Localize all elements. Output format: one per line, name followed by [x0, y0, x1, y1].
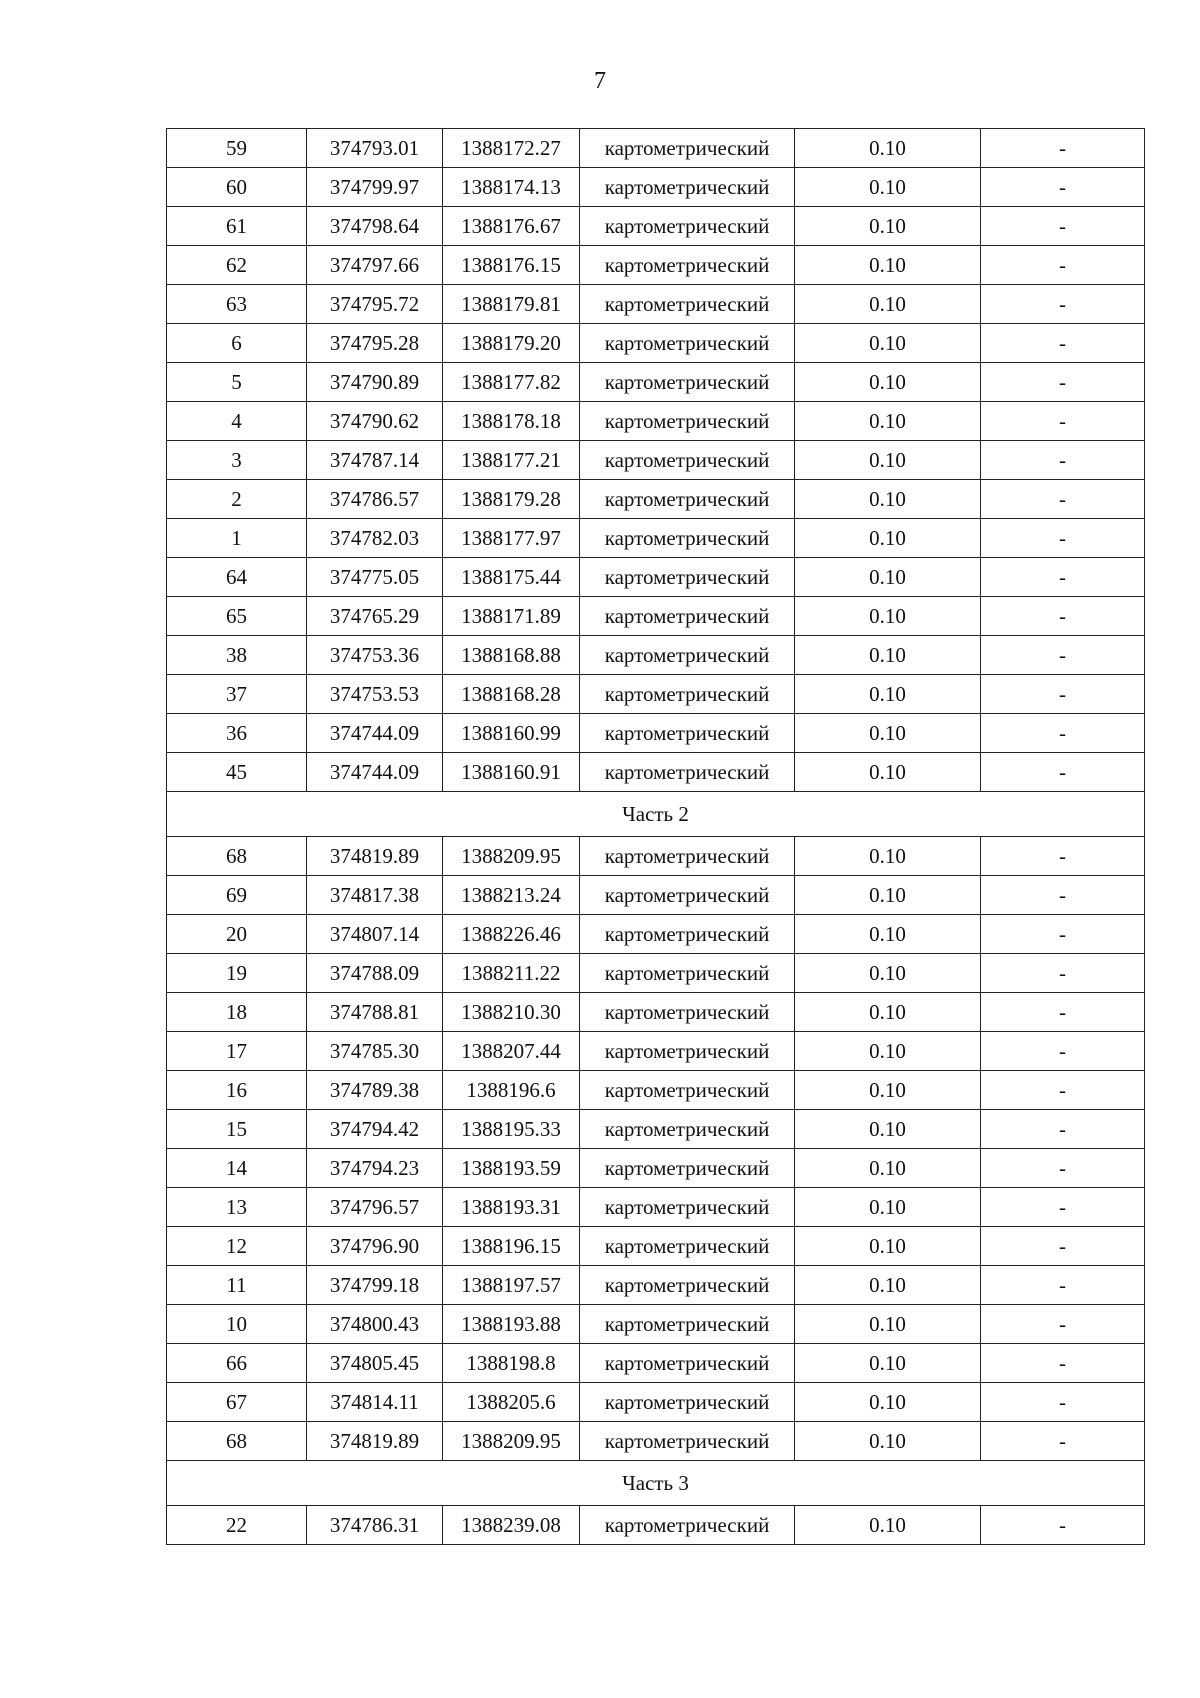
table-row: [167, 1071, 1145, 1110]
table-row: [167, 954, 1145, 993]
accuracy-cell: 0.10: [795, 324, 981, 363]
accuracy-cell: 0.10: [795, 1266, 981, 1305]
description-cell: -: [981, 915, 1145, 954]
table-row: [167, 1383, 1145, 1422]
description-cell: -: [981, 246, 1145, 285]
x-coordinate-cell: 374795.72: [307, 285, 443, 324]
method-cell: картометрический: [580, 1110, 795, 1149]
description-cell: -: [981, 207, 1145, 246]
x-coordinate-cell: 374786.31: [307, 1506, 443, 1545]
point-number-cell: 62: [167, 246, 307, 285]
method-cell: картометрический: [580, 324, 795, 363]
y-coordinate-cell: 1388226.46: [443, 915, 580, 954]
x-coordinate-cell: 374798.64: [307, 207, 443, 246]
method-cell: картометрический: [580, 837, 795, 876]
method-cell: картометрический: [580, 597, 795, 636]
y-coordinate-cell: 1388175.44: [443, 558, 580, 597]
description-cell: -: [981, 1032, 1145, 1071]
method-cell: картометрический: [580, 207, 795, 246]
x-coordinate-cell: 374790.89: [307, 363, 443, 402]
x-coordinate-cell: 374796.57: [307, 1188, 443, 1227]
method-cell: картометрический: [580, 954, 795, 993]
method-cell: картометрический: [580, 402, 795, 441]
table-row: [167, 441, 1145, 480]
point-number-cell: 14: [167, 1149, 307, 1188]
table-row: [167, 285, 1145, 324]
x-coordinate-cell: 374786.57: [307, 480, 443, 519]
point-number-cell: 17: [167, 1032, 307, 1071]
y-coordinate-cell: 1388176.67: [443, 207, 580, 246]
x-coordinate-cell: 374814.11: [307, 1383, 443, 1422]
method-cell: картометрический: [580, 1227, 795, 1266]
x-coordinate-cell: 374795.28: [307, 324, 443, 363]
x-coordinate-cell: 374799.18: [307, 1266, 443, 1305]
y-coordinate-cell: 1388211.22: [443, 954, 580, 993]
point-number-cell: 1: [167, 519, 307, 558]
accuracy-cell: 0.10: [795, 519, 981, 558]
description-cell: -: [981, 837, 1145, 876]
y-coordinate-cell: 1388196.6: [443, 1071, 580, 1110]
x-coordinate-cell: 374788.81: [307, 993, 443, 1032]
point-number-cell: 12: [167, 1227, 307, 1266]
point-number-cell: 67: [167, 1383, 307, 1422]
description-cell: -: [981, 1344, 1145, 1383]
table-row: [167, 915, 1145, 954]
accuracy-cell: 0.10: [795, 1506, 981, 1545]
y-coordinate-cell: 1388177.97: [443, 519, 580, 558]
table-row: [167, 837, 1145, 876]
accuracy-cell: 0.10: [795, 129, 981, 168]
y-coordinate-cell: 1388168.28: [443, 675, 580, 714]
accuracy-cell: 0.10: [795, 636, 981, 675]
description-cell: -: [981, 1383, 1145, 1422]
y-coordinate-cell: 1388207.44: [443, 1032, 580, 1071]
accuracy-cell: 0.10: [795, 1422, 981, 1461]
x-coordinate-cell: 374819.89: [307, 1422, 443, 1461]
table-row: [167, 876, 1145, 915]
description-cell: -: [981, 1506, 1145, 1545]
accuracy-cell: 0.10: [795, 558, 981, 597]
accuracy-cell: 0.10: [795, 993, 981, 1032]
table-row: [167, 1227, 1145, 1266]
method-cell: картометрический: [580, 1506, 795, 1545]
y-coordinate-cell: 1388160.99: [443, 714, 580, 753]
table-row: [167, 1422, 1145, 1461]
y-coordinate-cell: 1388160.91: [443, 753, 580, 792]
accuracy-cell: 0.10: [795, 1110, 981, 1149]
accuracy-cell: 0.10: [795, 1383, 981, 1422]
y-coordinate-cell: 1388198.8: [443, 1344, 580, 1383]
accuracy-cell: 0.10: [795, 1227, 981, 1266]
accuracy-cell: 0.10: [795, 363, 981, 402]
description-cell: -: [981, 1110, 1145, 1149]
method-cell: картометрический: [580, 246, 795, 285]
method-cell: картометрический: [580, 1422, 795, 1461]
x-coordinate-cell: 374744.09: [307, 714, 443, 753]
table-row: [167, 1188, 1145, 1227]
point-number-cell: 59: [167, 129, 307, 168]
section-title: Часть 2: [167, 792, 1145, 837]
x-coordinate-cell: 374794.23: [307, 1149, 443, 1188]
table-row: [167, 558, 1145, 597]
table-row: [167, 168, 1145, 207]
method-cell: картометрический: [580, 480, 795, 519]
accuracy-cell: 0.10: [795, 402, 981, 441]
x-coordinate-cell: 374753.36: [307, 636, 443, 675]
description-cell: -: [981, 1227, 1145, 1266]
description-cell: -: [981, 1071, 1145, 1110]
table-row: [167, 402, 1145, 441]
description-cell: -: [981, 993, 1145, 1032]
description-cell: -: [981, 285, 1145, 324]
table-row: [167, 207, 1145, 246]
x-coordinate-cell: 374793.01: [307, 129, 443, 168]
method-cell: картометрический: [580, 519, 795, 558]
section-header-row: [167, 1461, 1145, 1506]
description-cell: -: [981, 714, 1145, 753]
accuracy-cell: 0.10: [795, 168, 981, 207]
x-coordinate-cell: 374819.89: [307, 837, 443, 876]
point-number-cell: 61: [167, 207, 307, 246]
method-cell: картометрический: [580, 1188, 795, 1227]
table-row: [167, 1149, 1145, 1188]
y-coordinate-cell: 1388193.59: [443, 1149, 580, 1188]
description-cell: -: [981, 1266, 1145, 1305]
point-number-cell: 63: [167, 285, 307, 324]
description-cell: -: [981, 1305, 1145, 1344]
method-cell: картометрический: [580, 915, 795, 954]
method-cell: картометрический: [580, 675, 795, 714]
accuracy-cell: 0.10: [795, 714, 981, 753]
description-cell: -: [981, 636, 1145, 675]
y-coordinate-cell: 1388193.31: [443, 1188, 580, 1227]
x-coordinate-cell: 374800.43: [307, 1305, 443, 1344]
point-number-cell: 22: [167, 1506, 307, 1545]
accuracy-cell: 0.10: [795, 1344, 981, 1383]
section-title: Часть 3: [167, 1461, 1145, 1506]
accuracy-cell: 0.10: [795, 876, 981, 915]
section-header-row: [167, 792, 1145, 837]
description-cell: -: [981, 558, 1145, 597]
accuracy-cell: 0.10: [795, 954, 981, 993]
point-number-cell: 69: [167, 876, 307, 915]
x-coordinate-cell: 374785.30: [307, 1032, 443, 1071]
point-number-cell: 10: [167, 1305, 307, 1344]
y-coordinate-cell: 1388172.27: [443, 129, 580, 168]
point-number-cell: 18: [167, 993, 307, 1032]
table-row: [167, 636, 1145, 675]
table-row: [167, 1344, 1145, 1383]
table-row: [167, 993, 1145, 1032]
y-coordinate-cell: 1388179.81: [443, 285, 580, 324]
y-coordinate-cell: 1388177.21: [443, 441, 580, 480]
point-number-cell: 68: [167, 837, 307, 876]
method-cell: картометрический: [580, 1305, 795, 1344]
y-coordinate-cell: 1388174.13: [443, 168, 580, 207]
x-coordinate-cell: 374794.42: [307, 1110, 443, 1149]
accuracy-cell: 0.10: [795, 1188, 981, 1227]
x-coordinate-cell: 374788.09: [307, 954, 443, 993]
method-cell: картометрический: [580, 129, 795, 168]
x-coordinate-cell: 374782.03: [307, 519, 443, 558]
coordinates-table-body: [167, 129, 1145, 1545]
method-cell: картометрический: [580, 1071, 795, 1110]
y-coordinate-cell: 1388179.28: [443, 480, 580, 519]
accuracy-cell: 0.10: [795, 285, 981, 324]
description-cell: -: [981, 402, 1145, 441]
accuracy-cell: 0.10: [795, 675, 981, 714]
point-number-cell: 45: [167, 753, 307, 792]
method-cell: картометрический: [580, 168, 795, 207]
y-coordinate-cell: 1388193.88: [443, 1305, 580, 1344]
y-coordinate-cell: 1388176.15: [443, 246, 580, 285]
point-number-cell: 3: [167, 441, 307, 480]
table-row: [167, 324, 1145, 363]
coordinates-table: [166, 128, 1145, 1545]
table-row: [167, 1110, 1145, 1149]
method-cell: картометрический: [580, 1266, 795, 1305]
x-coordinate-cell: 374753.53: [307, 675, 443, 714]
point-number-cell: 11: [167, 1266, 307, 1305]
accuracy-cell: 0.10: [795, 1305, 981, 1344]
table-row: [167, 129, 1145, 168]
accuracy-cell: 0.10: [795, 1071, 981, 1110]
point-number-cell: 13: [167, 1188, 307, 1227]
x-coordinate-cell: 374790.62: [307, 402, 443, 441]
point-number-cell: 66: [167, 1344, 307, 1383]
method-cell: картометрический: [580, 1344, 795, 1383]
method-cell: картометрический: [580, 441, 795, 480]
y-coordinate-cell: 1388178.18: [443, 402, 580, 441]
x-coordinate-cell: 374765.29: [307, 597, 443, 636]
y-coordinate-cell: 1388213.24: [443, 876, 580, 915]
point-number-cell: 37: [167, 675, 307, 714]
accuracy-cell: 0.10: [795, 915, 981, 954]
description-cell: -: [981, 168, 1145, 207]
y-coordinate-cell: 1388196.15: [443, 1227, 580, 1266]
description-cell: -: [981, 441, 1145, 480]
y-coordinate-cell: 1388168.88: [443, 636, 580, 675]
method-cell: картометрический: [580, 636, 795, 675]
table-row: [167, 363, 1145, 402]
point-number-cell: 64: [167, 558, 307, 597]
y-coordinate-cell: 1388205.6: [443, 1383, 580, 1422]
point-number-cell: 4: [167, 402, 307, 441]
point-number-cell: 2: [167, 480, 307, 519]
table-row: [167, 519, 1145, 558]
y-coordinate-cell: 1388210.30: [443, 993, 580, 1032]
point-number-cell: 6: [167, 324, 307, 363]
accuracy-cell: 0.10: [795, 1149, 981, 1188]
table-row: [167, 1266, 1145, 1305]
description-cell: -: [981, 1422, 1145, 1461]
description-cell: -: [981, 753, 1145, 792]
method-cell: картометрический: [580, 714, 795, 753]
accuracy-cell: 0.10: [795, 207, 981, 246]
method-cell: картометрический: [580, 753, 795, 792]
x-coordinate-cell: 374799.97: [307, 168, 443, 207]
description-cell: -: [981, 519, 1145, 558]
accuracy-cell: 0.10: [795, 753, 981, 792]
description-cell: -: [981, 363, 1145, 402]
table-row: [167, 753, 1145, 792]
accuracy-cell: 0.10: [795, 837, 981, 876]
method-cell: картометрический: [580, 1032, 795, 1071]
accuracy-cell: 0.10: [795, 246, 981, 285]
x-coordinate-cell: 374817.38: [307, 876, 443, 915]
table-row: [167, 1032, 1145, 1071]
y-coordinate-cell: 1388209.95: [443, 1422, 580, 1461]
y-coordinate-cell: 1388197.57: [443, 1266, 580, 1305]
description-cell: -: [981, 129, 1145, 168]
table-row: [167, 714, 1145, 753]
table-row: [167, 246, 1145, 285]
point-number-cell: 19: [167, 954, 307, 993]
method-cell: картометрический: [580, 558, 795, 597]
x-coordinate-cell: 374796.90: [307, 1227, 443, 1266]
method-cell: картометрический: [580, 876, 795, 915]
table-row: [167, 675, 1145, 714]
y-coordinate-cell: 1388179.20: [443, 324, 580, 363]
description-cell: -: [981, 675, 1145, 714]
table-row: [167, 480, 1145, 519]
y-coordinate-cell: 1388239.08: [443, 1506, 580, 1545]
method-cell: картометрический: [580, 1149, 795, 1188]
y-coordinate-cell: 1388195.33: [443, 1110, 580, 1149]
x-coordinate-cell: 374797.66: [307, 246, 443, 285]
method-cell: картометрический: [580, 993, 795, 1032]
point-number-cell: 68: [167, 1422, 307, 1461]
description-cell: -: [981, 954, 1145, 993]
table-row: [167, 1305, 1145, 1344]
point-number-cell: 65: [167, 597, 307, 636]
point-number-cell: 38: [167, 636, 307, 675]
x-coordinate-cell: 374805.45: [307, 1344, 443, 1383]
x-coordinate-cell: 374787.14: [307, 441, 443, 480]
accuracy-cell: 0.10: [795, 597, 981, 636]
point-number-cell: 60: [167, 168, 307, 207]
accuracy-cell: 0.10: [795, 441, 981, 480]
y-coordinate-cell: 1388177.82: [443, 363, 580, 402]
point-number-cell: 16: [167, 1071, 307, 1110]
point-number-cell: 5: [167, 363, 307, 402]
point-number-cell: 15: [167, 1110, 307, 1149]
description-cell: -: [981, 324, 1145, 363]
point-number-cell: 36: [167, 714, 307, 753]
description-cell: -: [981, 480, 1145, 519]
y-coordinate-cell: 1388209.95: [443, 837, 580, 876]
method-cell: картометрический: [580, 363, 795, 402]
x-coordinate-cell: 374775.05: [307, 558, 443, 597]
point-number-cell: 20: [167, 915, 307, 954]
method-cell: картометрический: [580, 1383, 795, 1422]
x-coordinate-cell: 374807.14: [307, 915, 443, 954]
description-cell: -: [981, 1149, 1145, 1188]
description-cell: -: [981, 597, 1145, 636]
x-coordinate-cell: 374789.38: [307, 1071, 443, 1110]
description-cell: -: [981, 876, 1145, 915]
y-coordinate-cell: 1388171.89: [443, 597, 580, 636]
accuracy-cell: 0.10: [795, 1032, 981, 1071]
x-coordinate-cell: 374744.09: [307, 753, 443, 792]
description-cell: -: [981, 1188, 1145, 1227]
method-cell: картометрический: [580, 285, 795, 324]
table-row: [167, 1506, 1145, 1545]
page-number: 7: [594, 68, 606, 94]
table-row: [167, 597, 1145, 636]
accuracy-cell: 0.10: [795, 480, 981, 519]
